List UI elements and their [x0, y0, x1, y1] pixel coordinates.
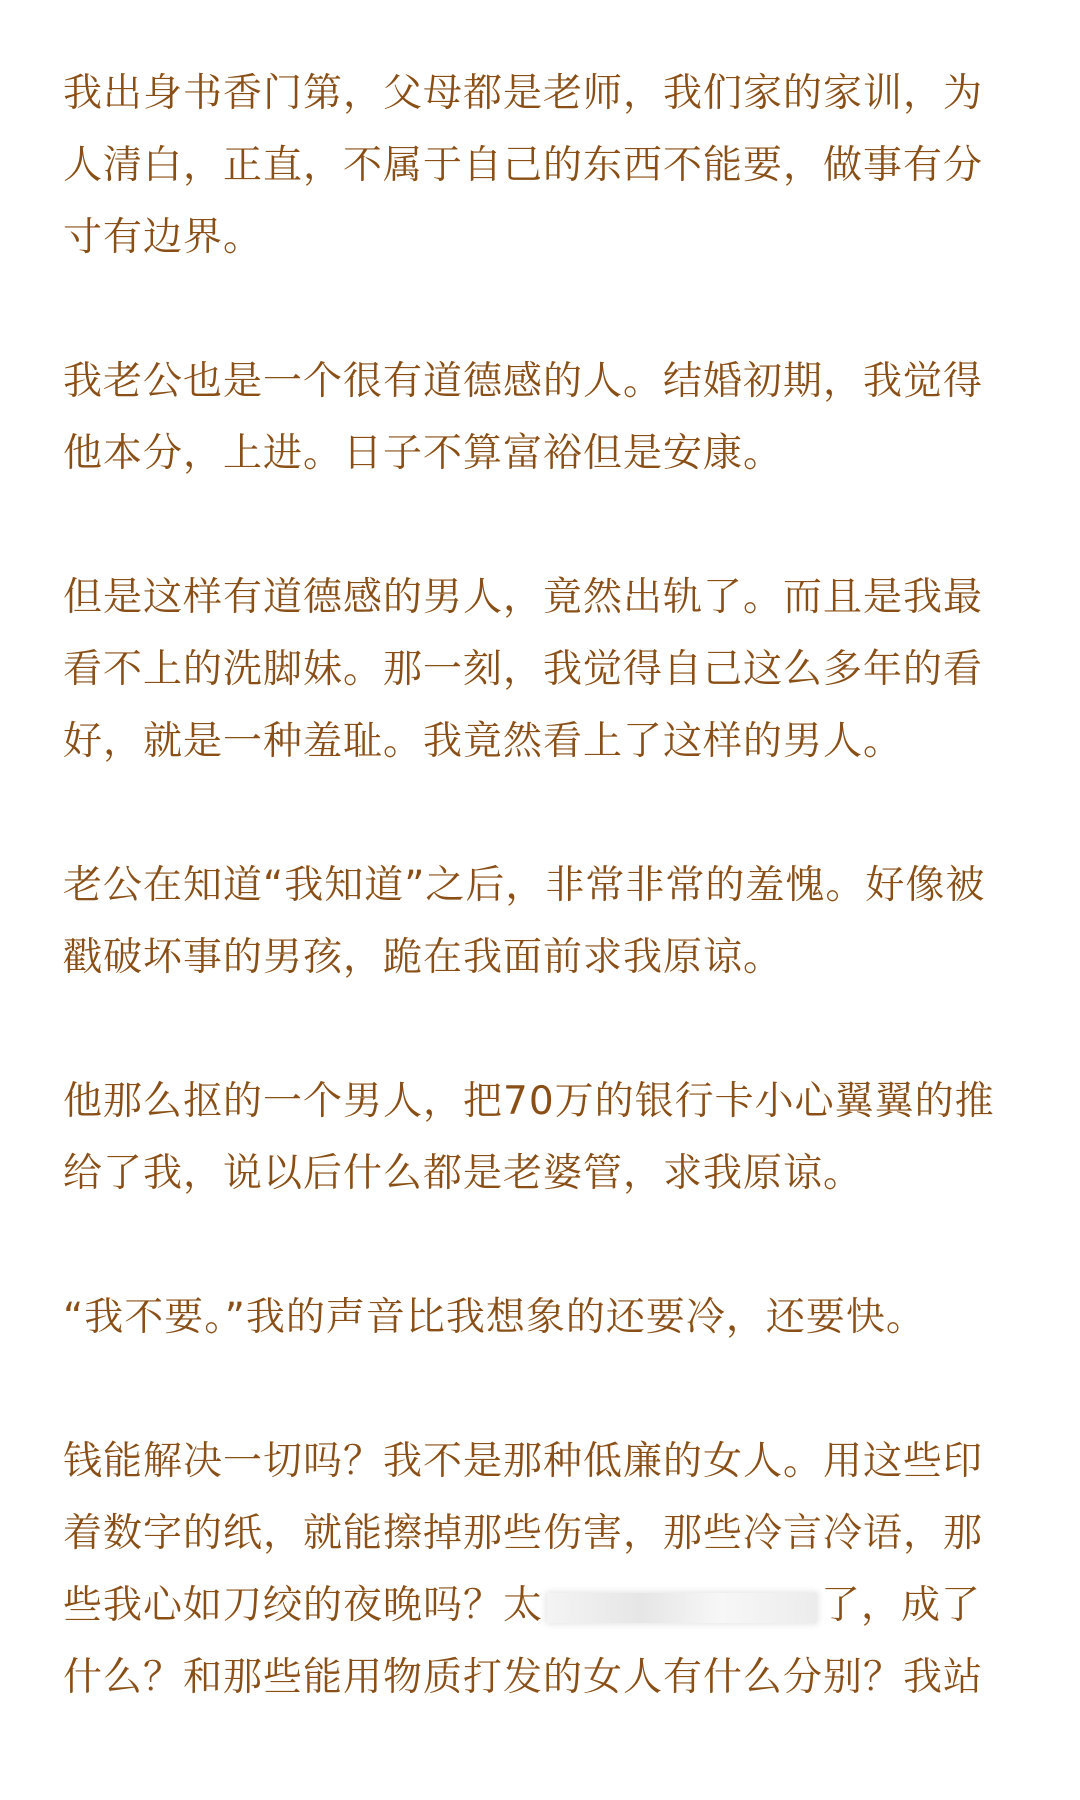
- text-line: 钱能解决一切吗？我不是那种低廉的女人。用这些印: [63, 1439, 984, 1484]
- paragraph: [63, 1066, 1023, 1210]
- text-segment: 些我心如刀绞的夜晚吗？太: [63, 1583, 544, 1628]
- text-line: 老公在知道“我知道”之后，非常非常的羞愧。好像被: [63, 863, 986, 908]
- text-line: 我出身书香门第，父母都是老师，我们家的家训，为: [63, 71, 984, 116]
- redaction-mark: [547, 1593, 817, 1623]
- text-line: 他那么抠的一个男人，把70万的银行卡小心翼翼的推: [63, 1079, 995, 1124]
- text-line: 但是这样有道德感的男人，竟然出轨了。而且是我最: [63, 575, 984, 620]
- paragraph: [63, 1282, 1023, 1354]
- text-line: 好，就是一种羞耻。我竟然看上了这样的男人。: [63, 719, 904, 764]
- text-line: 戳破坏事的男孩，跪在我面前求我原谅。: [63, 935, 784, 980]
- paragraph: [63, 562, 1023, 778]
- text-line: 人清白，正直，不属于自己的东西不能要，做事有分: [63, 143, 984, 188]
- text-segment: 了，成了: [821, 1583, 982, 1628]
- text-line: 给了我，说以后什么都是老婆管，求我原谅。: [63, 1151, 864, 1196]
- text-line: 他本分，上进。日子不算富裕但是安康。: [63, 431, 784, 476]
- text-line: 看不上的洗脚妹。那一刻，我觉得自己这么多年的看: [63, 647, 984, 692]
- text-line: [63, 1570, 1023, 1642]
- paragraph: [63, 1426, 1023, 1714]
- paragraph: [63, 58, 1023, 274]
- text-line: 寸有边界。: [63, 215, 264, 260]
- text-line: 着数字的纸，就能擦掉那些伤害，那些冷言冷语，那: [63, 1511, 984, 1556]
- article-body: [63, 58, 1023, 1786]
- text-line: 我老公也是一个很有道德感的人。结婚初期，我觉得: [63, 359, 984, 404]
- text-line: 什么？和那些能用物质打发的女人有什么分别？我站: [63, 1655, 984, 1700]
- text-line: “我不要。”我的声音比我想象的还要冷，还要快。: [63, 1295, 926, 1340]
- paragraph: [63, 850, 1023, 994]
- paragraph: [63, 346, 1023, 490]
